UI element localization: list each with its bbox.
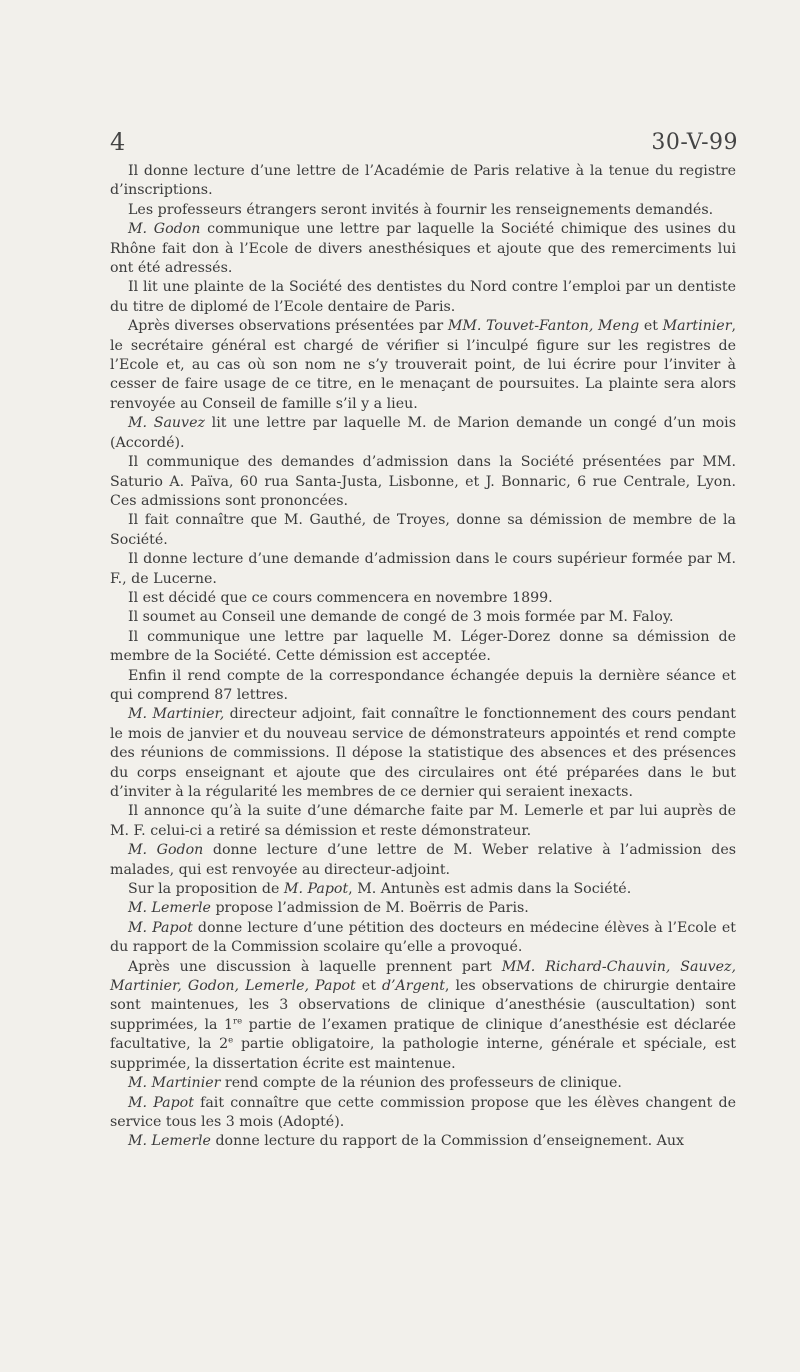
paragraph <box>110 1074 736 1093</box>
text-run: directeur adjoint, fait connaître le fonctionnement des cours pendant le mois de janvier et du nouveau service de démonstrateurs appointés et rend compte des réunions de commissions. Il dépose la statistique des absences et des présences du corps enseignant et ajoute que des circulaires ont été préparées dans le but d’inviter à la régularité les membres de ce dernier qui seraient inexacts. <box>110 706 736 800</box>
text-run: Après une discussion à laquelle prennent part <box>128 958 502 975</box>
paragraph <box>110 628 736 667</box>
paragraph <box>110 414 736 453</box>
text-run: Il annonce qu’à la suite d’une démarche faite par M. Lemerle et par lui auprès de M. F. celui-ci a retiré sa démission et reste démonstrateur. <box>110 803 736 839</box>
paragraph <box>110 220 736 278</box>
text-run: Il lit une plainte de la Société des dentistes du Nord contre l’emploi par un dentiste du titre de diplomé de l’Ecole dentaire de Paris. <box>110 279 736 315</box>
text-run: donne lecture d’une lettre de M. Weber relative à l’admission des malades, qui est renvoyée au directeur-adjoint. <box>110 842 736 878</box>
text-run: Enfin il rend compte de la correspondance échangée depuis la dernière séance et qui comprend 87 lettres. <box>110 667 736 703</box>
session-date: 30-V-99 <box>651 130 738 155</box>
paragraph <box>110 880 736 899</box>
paragraph <box>110 201 736 220</box>
superscript: re <box>233 1016 243 1027</box>
paragraph <box>110 841 736 880</box>
text-run: donne lecture du rapport de la Commission d’enseignement. Aux <box>210 1133 684 1150</box>
italic-name: Martinier <box>662 318 732 335</box>
italic-name: d’Argent <box>381 978 445 995</box>
text-run: donne lecture d’une pétition des docteurs en médecine élèves à l’Ecole et du rapport de la Commission scolaire qu’elle a provoqué. <box>110 919 736 956</box>
text-run: Il donne lecture d’une demande d’admission dans le cours supérieur formée par M. F., de Lucerne. <box>110 551 736 587</box>
italic-name: M. Papot <box>283 881 349 898</box>
paragraph <box>110 511 736 550</box>
paragraph <box>110 317 736 414</box>
paragraph <box>110 162 736 201</box>
text-run: Sur la proposition de <box>128 881 284 898</box>
italic-name: M. Lemerle <box>128 1133 211 1150</box>
paragraph <box>110 705 736 802</box>
italic-name: M. Godon <box>128 842 204 859</box>
paragraph <box>110 1132 736 1151</box>
minutes-body <box>110 162 736 1152</box>
italic-name: M. Papot <box>128 1094 194 1111</box>
superscript: e <box>228 1035 234 1046</box>
text-run: et <box>355 978 382 995</box>
paragraph <box>110 278 736 317</box>
paragraph <box>110 802 736 841</box>
text-run: Il soumet au Conseil une demande de congé de 3 mois formée par M. Faloy. <box>128 609 674 626</box>
paragraph <box>110 550 736 589</box>
paragraph <box>110 608 736 627</box>
text-run: rend compte de la réunion des professeurs de clinique. <box>220 1075 622 1092</box>
italic-name: M. Martinier, <box>128 706 225 723</box>
italic-name: M. Sauvez <box>128 415 205 432</box>
italic-name: MM. Richard-Chauvin, Sauvez, Martinier, Godon, Lemerle, Papot <box>110 958 736 995</box>
text-run: Il donne lecture d’une lettre de l’Académie de Paris relative à la tenue du registre d’inscriptions. <box>110 163 736 199</box>
text-run: , le secrétaire général est chargé de vérifier si l’inculpé figure sur les registres de l’Ecole et, au cas où son nom ne s’y trouverait point, de lui écrire pour l’inviter à cesser de faire usage de ce titre, en le menaçant de poursuites. La plainte sera alors renvoyée au Conseil de famille s’il y a lieu. <box>110 318 736 412</box>
paragraph <box>110 453 736 511</box>
paragraph <box>110 1094 736 1133</box>
paragraph <box>110 667 736 706</box>
text-run: partie obligatoire, la pathologie interne, générale et spéciale, est supprimée, la dissertation écrite est maintenue. <box>110 1036 736 1072</box>
text-run: partie de l’examen pratique de clinique d’anesthésie est déclarée facultative, la 2 <box>110 1016 736 1053</box>
text-run: communique une lettre par laquelle la Société chimique des usines du Rhône fait don à l’Ecole de divers anesthésiques et ajoute que des remerciments lui ont été adressés. <box>110 221 736 277</box>
text-run: Il communique une lettre par laquelle M. Léger-Dorez donne sa démission de membre de la Société. Cette démission est acceptée. <box>110 628 736 665</box>
text-run: , M. Antunès est admis dans la Société. <box>348 881 632 898</box>
text-run: lit une lettre par laquelle M. de Marion demande un congé d’un mois (Accordé). <box>110 415 737 451</box>
text-run: Il fait connaître que M. Gauthé, de Troyes, donne sa démission de membre de la Société. <box>110 512 736 548</box>
text-run: , les observations de chirurgie dentaire sont maintenues, les 3 observations de clinique d’anesthésie (auscultation) sont supprimées, la 1 <box>110 978 736 1033</box>
paragraph <box>110 958 736 1074</box>
paragraph <box>110 899 736 918</box>
italic-name: M. Papot <box>128 919 193 936</box>
text-run: Les professeurs étrangers seront invités à fournir les renseignements demandés. <box>128 201 714 218</box>
text-run: propose l’admission de M. Boërris de Paris. <box>210 900 529 917</box>
text-run: Il est décidé que ce cours commencera en novembre 1899. <box>128 589 553 606</box>
italic-name: M. Godon <box>128 221 201 238</box>
text-run: Il communique des demandes d’admission dans la Société présentées par MM. Saturio A. Païva, 60 rua Santa-Justa, Lisbonne, et J. Bonnaric, 6 rue Centrale, Lyon. Ces admissions sont prononcées. <box>110 454 736 509</box>
italic-name: MM. Touvet-Fanton, Meng <box>447 318 640 335</box>
text-run: Après diverses observations présentées par <box>128 318 448 335</box>
paragraph <box>110 919 736 958</box>
italic-name: M. Lemerle <box>128 900 211 917</box>
text-run: et <box>639 318 663 335</box>
page-number: 4 <box>110 128 126 156</box>
paragraph <box>110 589 736 608</box>
italic-name: M. Martinier <box>128 1075 221 1092</box>
text-run: fait connaître que cette commission propose que les élèves changent de service tous les 3 mois (Adopté). <box>110 1094 736 1130</box>
